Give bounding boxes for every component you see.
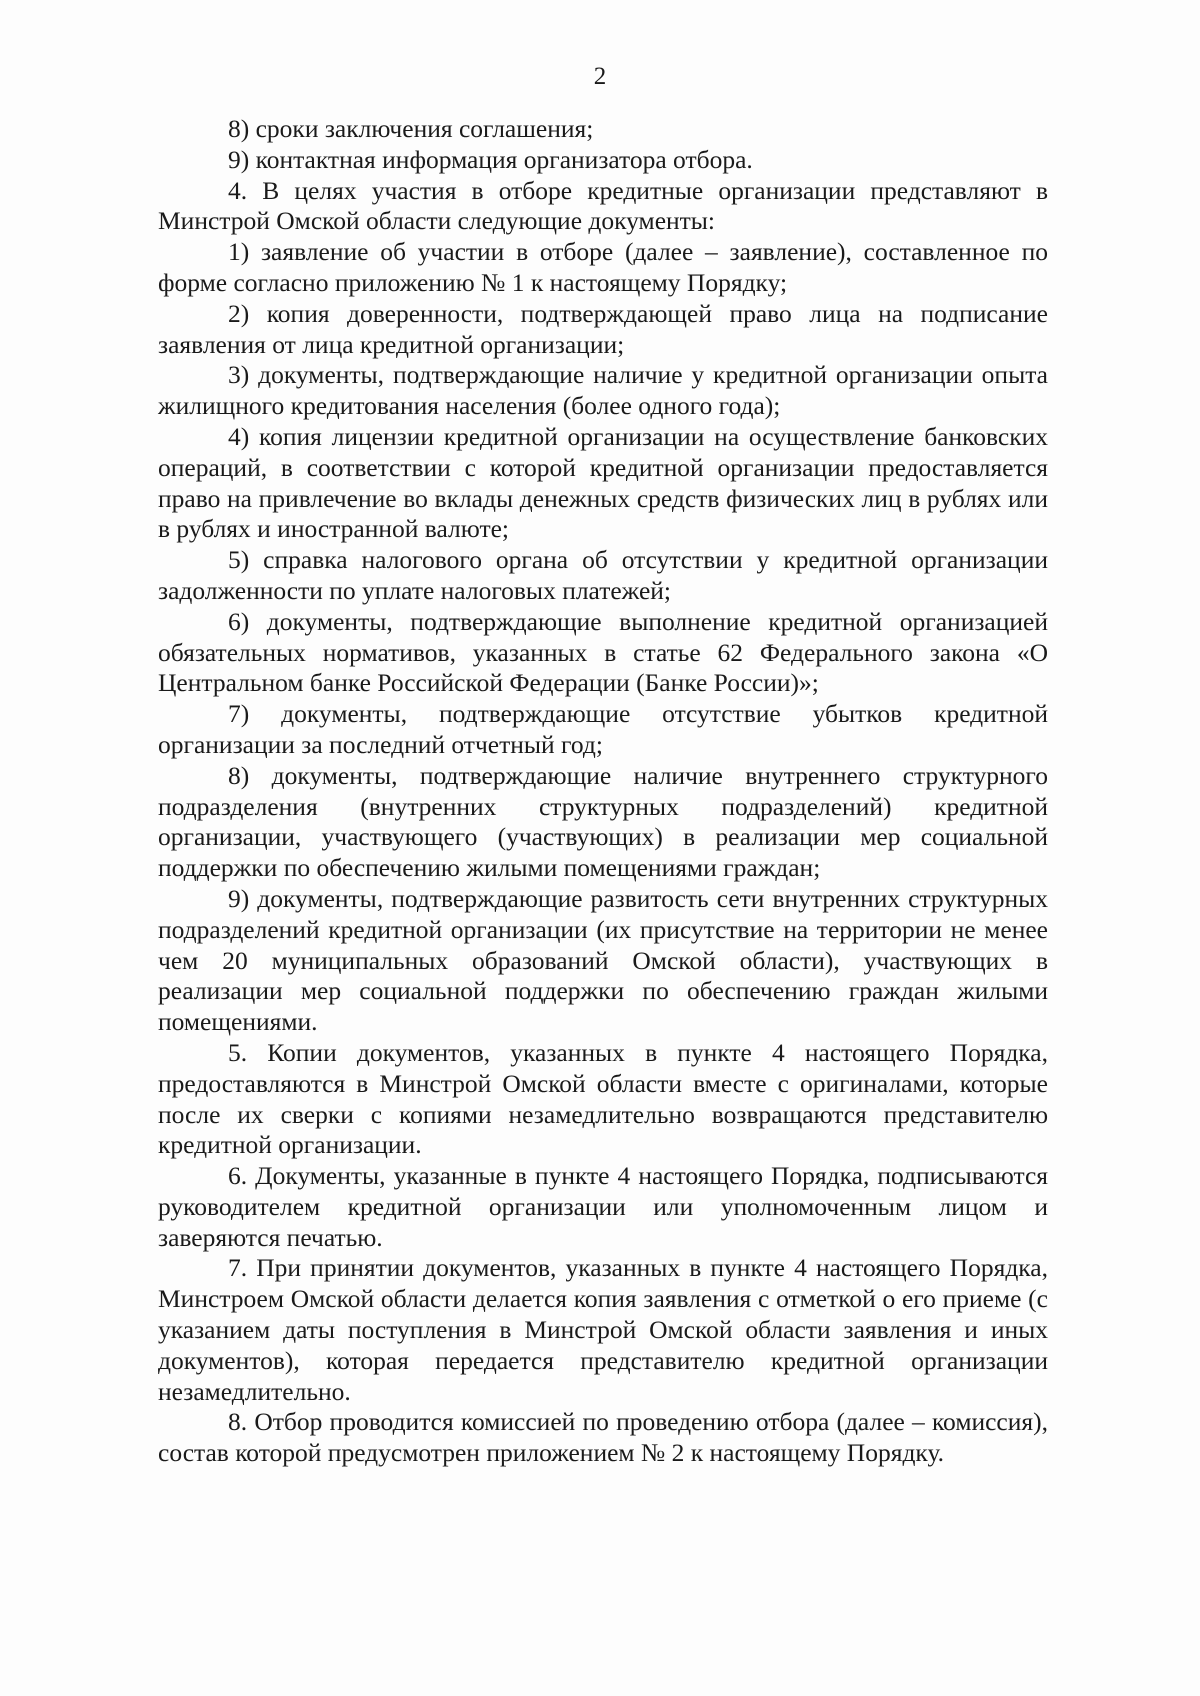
clause-6: 6. Документы, указанные в пункте 4 настоящего Порядка, подписываются руководителем кредитной организации или уполномоченным лицом и заверяются печатью. (158, 1161, 1048, 1252)
clause-4-item-8: 8) документы, подтверждающие наличие внутреннего структурного подразделения (внутренних структурных подразделений) кредитной организации, участвующего (участвующих) в реализации мер социальной поддержки по обеспечению жилыми помещениями граждан; (158, 760, 1048, 883)
page-number: 2 (593, 63, 607, 90)
list-item-8-agreement-terms: 8) сроки заключения соглашения; (228, 114, 594, 143)
clause-4-item-1: 1) заявление об участии в отборе (далее – заявление), составленное по форме согласно приложению № 1 к настоящему Порядку; (158, 237, 1048, 297)
clause-4-item-3: 3) документы, подтверждающие наличие у кредитной организации опыта жилищного кредитования населения (более одного года); (158, 360, 1048, 421)
clause-4-item-7: 7) документы, подтверждающие отсутствие убытков кредитной организации за последний отчетный год; (158, 699, 1048, 759)
clause-4-item-4: 4) копия лицензии кредитной организации на осуществление банковских операций, в соответствии с которой кредитной организации предоставляется право на привлечение во вклады денежных средств физических лиц в рублях или в рублях и иностранной валюте; (158, 421, 1048, 544)
clause-4: 4. В целях участия в отборе кредитные организации представляют в Минстрой Омской области следующие документы: (158, 175, 1048, 236)
clause-4-item-9: 9) документы, подтверждающие развитость сети внутренних структурных подразделений кредитной организации (их присутствие на территории не менее чем 20 муниципальных образований Омской области), участвующих в реализации мер социальной поддержки по обеспечению граждан жилыми помещениями. (158, 883, 1048, 1037)
clause-5: 5. Копии документов, указанных в пункте 4 настоящего Порядка, предоставляются в Минстрой Омской области вместе с оригиналами, которые после их сверки с копиями незамедлительно возвращаются представителю кредитной организации. (158, 1037, 1048, 1160)
document-body (158, 114, 1048, 1469)
clause-4-item-2: 2) копия доверенности, подтверждающей право лица на подписание заявления от лица кредитной организации; (158, 298, 1048, 359)
clause-4-item-6: 6) документы, подтверждающие выполнение кредитной организацией обязательных нормативов, указанных в статье 62 Федерального закона «О Центральном банке Российской Федерации (Банке России)»; (158, 606, 1048, 698)
clause-4-item-5: 5) справка налогового органа об отсутствии у кредитной организации задолженности по уплате налоговых платежей; (158, 545, 1048, 605)
clause-8: 8. Отбор проводится комиссией по проведению отбора (далее – комиссия), состав которой предусмотрен приложением № 2 к настоящему Порядку. (158, 1407, 1048, 1468)
list-item-9-contact-info: 9) контактная информация организатора отбора. (228, 144, 753, 174)
clause-7: 7. При принятии документов, указанных в пункте 4 настоящего Порядка, Минстроем Омской области делается копия заявления с отметкой о его приеме (с указанием даты поступления в Минстрой Омской области заявления и иных документов), которая передается представителю кредитной организации незамедлительно. (158, 1253, 1048, 1406)
